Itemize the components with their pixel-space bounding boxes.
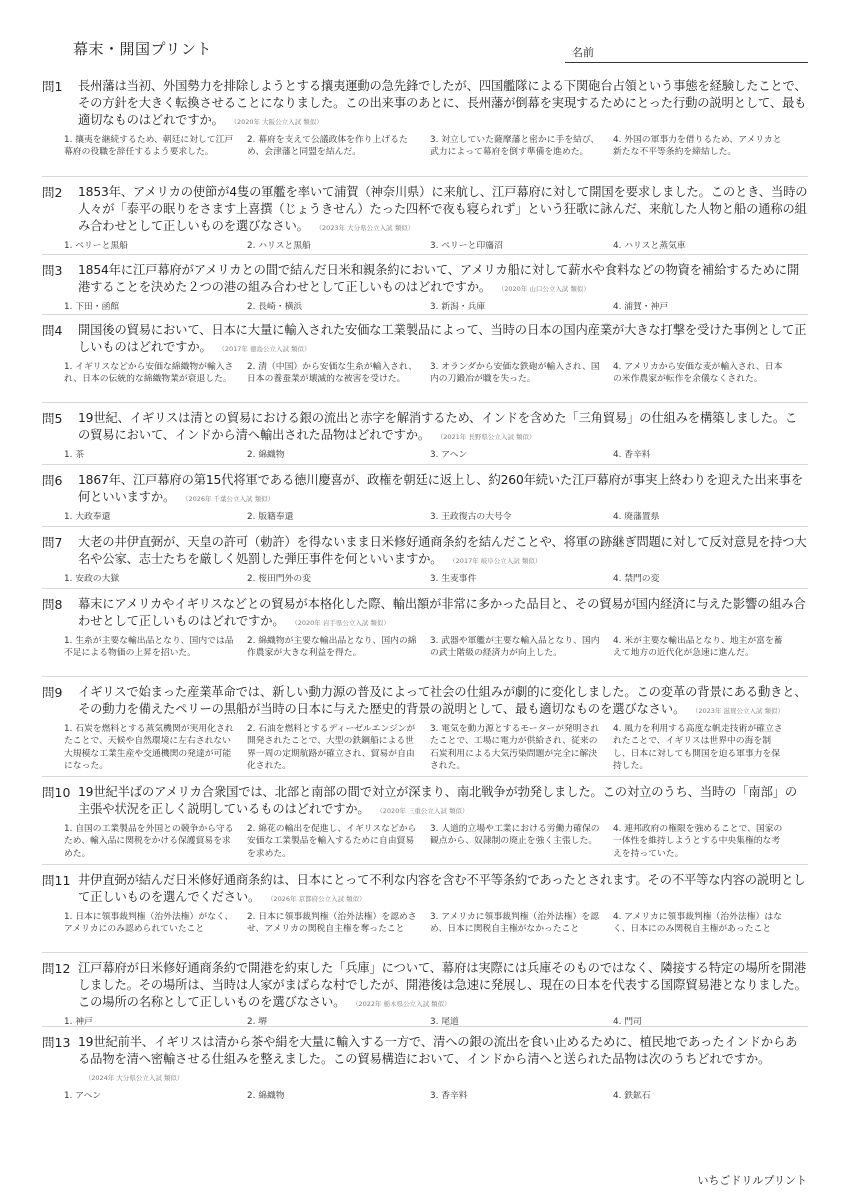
question-text: 19世紀前半、イギリスは清から茶や絹を大量に輸入する一方で、清への銀の流出を食い止めるために、植民地であったインドからある品物を清へ密輸させる仕組みを整えました。この貿易構造において、インドから清へと送られた品物は次のうちどれですか。: [78, 1035, 798, 1066]
question-divider: [42, 176, 808, 177]
question-source: （2023年 滋賀公立入試 類似）: [695, 707, 785, 715]
name-field-line: [565, 62, 808, 63]
answer-option[interactable]: 4. 連邦政府の権限を強めることで、国家の一体性を維持しようとする中央集権的な考えを持っていた。: [613, 824, 783, 859]
question-text-wrap: [78, 410, 808, 446]
answer-option[interactable]: 2. 綿織物: [247, 1091, 285, 1101]
question-text-wrap: [78, 534, 808, 570]
answer-option[interactable]: 4. 禁門の変: [613, 574, 660, 584]
answer-option[interactable]: 4. ハリスと蒸気車: [613, 241, 686, 251]
question-text: 1867年、江戸幕府の第15代将軍である徳川慶喜が、政権を朝廷に返上し、約260年続いた江戸幕府が事実上終わりを迎えた出来事を何といいますか。: [78, 473, 803, 504]
answer-option[interactable]: 3. 人道的立場や工業における労働力確保の観点から、奴隷制の廃止を強く主張した。: [430, 824, 600, 847]
question-row: [42, 184, 808, 237]
question-source: （2017年 岐阜公立入試 類似）: [452, 557, 542, 565]
question-number: 問7: [42, 535, 63, 550]
footer-brand: いちごドリルプリント: [697, 1174, 807, 1187]
question-block: [42, 1034, 808, 1102]
question-source: （2020年 山口公立入試 類似）: [501, 285, 590, 293]
question-source: （2021年 長野県公立入試 類似）: [440, 433, 536, 441]
question-number: 問12: [42, 961, 71, 976]
question-divider: [42, 402, 808, 403]
question-source: （2026年 京都府公立入試 類似）: [270, 895, 366, 903]
question-row: [42, 322, 808, 358]
question-text-wrap: [78, 872, 808, 908]
answer-options: [64, 449, 808, 461]
question-divider: [42, 1026, 808, 1027]
answer-option[interactable]: 3. 王政復古の大号令: [430, 512, 512, 522]
answer-option[interactable]: 1. 自国の工業製品を外国との競争から守るため、輸入品に関税をかける保護貿易を求めた。: [64, 824, 234, 859]
answer-option[interactable]: 4. アメリカから安価な麦が輸入され、日本の米作農家が転作を余儀なくされた。: [613, 362, 783, 385]
question-number: 問1: [42, 79, 63, 94]
answer-option[interactable]: 3. アメリカに領事裁判権（治外法権）を認め、日本に関税自主権がなかったこと: [430, 912, 599, 935]
question-source: （2022年 栃木県公立入試 類似）: [355, 1000, 451, 1008]
question-number: 問5: [42, 411, 63, 426]
answer-option[interactable]: 3. ペリーと印旛沼: [430, 241, 503, 251]
question-source: （2023年 大分県公立入試 類似）: [318, 224, 415, 232]
answer-option[interactable]: 3. オランダから安価な鉄砲が輸入され、国内の刀鍛冶が職を失った。: [430, 362, 600, 385]
answer-options: [64, 240, 808, 252]
question-block: [42, 684, 808, 772]
question-number: 問10: [42, 785, 71, 800]
question-row: [42, 78, 808, 131]
question-divider: [42, 254, 808, 255]
question-block: [42, 784, 808, 860]
question-block: [42, 472, 808, 523]
question-text: 19世紀、イギリスは清との貿易における銀の流出と赤字を解消するため、インドを含めた「三角貿易」の仕組みを構築しました。この貿易において、インドから清へ輸出された品物はどれですか。: [78, 411, 798, 442]
question-text: 開国後の貿易において、日本に大量に輸入された安価な工業製品によって、当時の日本の国内産業が大きな打撃を受けた事例として正しいものはどれですか。: [78, 323, 807, 354]
answer-option[interactable]: 1. 大政奉還: [64, 512, 111, 522]
question-text: 大老の井伊直弼が、天皇の許可（勅許）を得ないまま日米修好通商条約を結んだことや、将軍の跡継ぎ問題に対して反対意見を持つ大名や公家、志士たちを厳しく処罰した弾圧事件を何といいますか。: [78, 535, 807, 566]
answer-options: [64, 1090, 808, 1102]
answer-options: [64, 511, 808, 523]
answer-options: [64, 911, 808, 936]
question-text-wrap: [78, 472, 808, 508]
question-text-wrap: [78, 78, 808, 131]
answer-option[interactable]: 3. 生麦事件: [430, 574, 477, 584]
answer-option[interactable]: 4. 風力を利用する高度な帆走技術が確立されたことで、イギリスは世界中の海を制し、日本に対しても開国を迫る軍事力を保持した。: [613, 724, 783, 771]
answer-option[interactable]: 2. 清（中国）から安価な生糸が輸入され、日本の養蚕業が壊滅的な被害を受けた。: [247, 362, 418, 385]
question-text: 幕末にアメリカやイギリスなどとの貿易が本格化した際、輸出額が非常に多かった品目と、その貿易が国内経済に与えた影響の組み合わせとして正しいものはどれですか。: [78, 597, 806, 628]
answer-options: [64, 134, 808, 159]
question-text: イギリスで始まった産業革命では、新しい動力源の普及によって社会の仕組みが劇的に変化しました。この変革の背景にある動きと、その動力を備えたペリーの黒船が当時の日本に与えた歴史的背景の説明として、最も適切なものを選びなさい。: [78, 685, 807, 716]
answer-option[interactable]: 4. 鉄鉱石: [613, 1091, 651, 1101]
question-row: [42, 684, 808, 720]
question-number: 問11: [42, 873, 71, 888]
question-row: [42, 596, 808, 632]
answer-options: [64, 573, 808, 585]
question-block: [42, 184, 808, 252]
answer-option[interactable]: 2. ハリスと黒船: [247, 241, 311, 251]
question-divider: [42, 588, 808, 589]
answer-option[interactable]: 1. 安政の大獄: [64, 574, 120, 584]
question-number: 問6: [42, 473, 63, 488]
question-source: （2020年 大阪公立入試 類似）: [233, 118, 323, 126]
question-number: 問4: [42, 323, 63, 338]
answer-option[interactable]: 3. 香辛料: [430, 1091, 468, 1101]
question-number: 問8: [42, 597, 63, 612]
question-block: [42, 534, 808, 585]
question-block: [42, 960, 808, 1028]
answer-option[interactable]: 3. 対立していた薩摩藩と密かに手を結び、武力によって幕府を倒す準備を進めた。: [430, 135, 600, 158]
answer-option[interactable]: 1. 茶: [64, 450, 84, 460]
answer-option[interactable]: 1. アヘン: [64, 1091, 102, 1101]
question-row: [42, 410, 808, 446]
answer-option[interactable]: 1. ペリーと黒船: [64, 241, 128, 251]
question-divider: [42, 952, 808, 953]
question-text: 長州藩は当初、外国勢力を排除しようとする攘夷運動の急先鋒でしたが、四国艦隊による下関砲台占領という事態を経験したことで、その方針を大きく転換させることになりました。この出来事のあとに、長州藩が倒幕を実現するためにとった行動の説明として、最も適切なものはどれですか。: [78, 79, 807, 127]
question-number: 問2: [42, 185, 63, 200]
question-divider: [42, 864, 808, 865]
answer-option[interactable]: 1. 日本に領事裁判権（治外法権）がなく、アメリカにのみ認められていたこと: [64, 912, 234, 935]
answer-option[interactable]: 4. 米が主要な輸出品となり、地主が富を蓄えて地方の近代化が急速に進んだ。: [613, 636, 783, 659]
question-row: [42, 262, 808, 298]
question-text-wrap: [78, 1034, 808, 1087]
answer-option[interactable]: 4. 浦賀・神戸: [613, 302, 669, 312]
answer-option[interactable]: 1. イギリスなどから安価な綿織物が輸入され、日本の伝統的な綿織物業が衰退した。: [64, 362, 234, 385]
question-source: （2026年 千葉公立入試 類似）: [185, 495, 275, 503]
question-text-wrap: [78, 322, 808, 358]
answer-option[interactable]: 2. 石油を燃料とするディーゼルエンジンが開発されたことで、大型の鉄鋼船による世界一周の定期航路が確立され、貿易が自由化された。: [247, 724, 416, 771]
answer-option[interactable]: 4. 香辛料: [613, 450, 651, 460]
answer-option[interactable]: 1. 攘夷を継続するため、朝廷に対して江戸幕府の役職を辞任するよう要求した。: [64, 135, 234, 158]
question-text-wrap: [78, 596, 808, 632]
answer-options: [64, 723, 808, 772]
answer-option[interactable]: 2. 綿花の輸出を促進し、イギリスなどから安価な工業製品を輸入するために自由貿易を求めた。: [247, 824, 417, 859]
answer-options: [64, 361, 808, 386]
question-source: （2017年 徳島公立入試 類似）: [221, 345, 311, 353]
question-row: [42, 1034, 808, 1087]
answer-option[interactable]: 2. 桜田門外の変: [247, 574, 311, 584]
answer-option[interactable]: 1. 下田・函館: [64, 302, 120, 312]
question-block: [42, 872, 808, 936]
question-text: 1854年に江戸幕府がアメリカとの間で結んだ日米和親条約において、アメリカ船に対して薪水や食料などの物資を補給するために開港することを決めた２つの港の組み合わせとして正しいものはどれですか。: [78, 263, 800, 294]
question-row: [42, 534, 808, 570]
page-title: 幕末・開国プリント: [73, 40, 212, 58]
question-block: [42, 262, 808, 313]
answer-option[interactable]: 4. 外国の軍事力を借りるため、アメリカと新たな不平等条約を締結した。: [613, 135, 782, 158]
question-text-wrap: [78, 960, 808, 1013]
question-divider: [42, 776, 808, 777]
answer-option[interactable]: 3. 尾道: [430, 1017, 459, 1027]
answer-option[interactable]: 2. 長崎・横浜: [247, 302, 303, 312]
answer-option[interactable]: 4. アメリカに領事裁判権（治外法権）はなく、日本にのみ関税自主権があったこと: [613, 912, 782, 935]
question-row: [42, 472, 808, 508]
answer-option[interactable]: 1. 神戸: [64, 1017, 93, 1027]
answer-option[interactable]: 2. 綿織物が主要な輸出品となり、国内の綿作農家が大きな利益を得た。: [247, 636, 417, 659]
name-label: 名前: [572, 46, 594, 59]
answer-option[interactable]: 2. 日本に領事裁判権（治外法権）を認めさせ、アメリカの関税自主権を奪ったこと: [247, 912, 417, 935]
question-source: （2020年 三重公立入試 類似）: [379, 807, 469, 815]
question-number: 問13: [42, 1035, 71, 1050]
answer-options: [64, 823, 808, 860]
question-row: [42, 872, 808, 908]
answer-option[interactable]: 3. 電気を動力源とするモーターが発明されたことで、工場に電力が供給され、従来の石炭利用による大気汚染問題が完全に解決された。: [430, 724, 600, 771]
question-divider: [42, 464, 808, 465]
answer-option[interactable]: 2. 版籍奉還: [247, 512, 294, 522]
question-block: [42, 410, 808, 461]
question-number: 問9: [42, 685, 63, 700]
question-row: [42, 784, 808, 820]
question-text: 江戸幕府が日米修好通商条約で開港を約束した「兵庫」について、幕府は実際には兵庫そのものではなく、隣接する特定の場所を開港しました。その場所は、当時は人家がまばらな村でしたが、開港後は急速に発展し、現在の日本を代表する国際貿易港となりました。この場所の名称として正しいものを選びなさい。: [78, 961, 807, 1009]
question-text-wrap: [78, 784, 808, 820]
question-divider: [42, 676, 808, 677]
question-number: 問3: [42, 263, 63, 278]
answer-option[interactable]: 1. 石炭を燃料とする蒸気機関が実用化されたことで、天候や自然環境に左右されない大規模な工業生産や交通機関の発達が可能になった。: [64, 724, 234, 771]
question-block: [42, 322, 808, 386]
answer-option[interactable]: 2. 堺: [247, 1017, 267, 1027]
question-text: 井伊直弼が結んだ日米修好通商条約は、日本にとって不利な内容を含む不平等条約であったとされます。その不平等な内容の説明として正しいものを選んでください。: [78, 873, 806, 904]
question-text-wrap: [78, 262, 808, 298]
question-text-wrap: [78, 684, 808, 720]
answer-option[interactable]: 3. 武器や軍艦が主要な輸入品となり、国内の武士階級の経済力が向上した。: [430, 636, 600, 659]
question-block: [42, 78, 808, 159]
question-row: [42, 960, 808, 1013]
answer-options: [64, 635, 808, 660]
answer-option[interactable]: 4. 廃藩置県: [613, 512, 660, 522]
answer-options: [64, 301, 808, 313]
question-text: 1853年、アメリカの使節が4隻の軍艦を率いて浦賀（神奈川県）に来航し、江戸幕府に対して開国を要求しました。このとき、当時の人々が「泰平の眠りをさます上喜撰（じょうきせん）たった四杯で夜も寝られず」という狂歌に詠んだ、来航した人物と船の通称の組み合わせとして正しいものを選びなさい。: [78, 185, 808, 233]
answer-option[interactable]: 3. アヘン: [430, 450, 468, 460]
answer-option[interactable]: 2. 幕府を支えて公議政体を作り上げるため、会津藩と同盟を結んだ。: [247, 135, 408, 158]
question-divider: [42, 314, 808, 315]
answer-option[interactable]: 3. 新潟・兵庫: [430, 302, 486, 312]
question-block: [42, 596, 808, 660]
question-source: （2020年 岩手県公立入試 類似）: [294, 619, 390, 627]
answer-option[interactable]: 4. 門司: [613, 1017, 642, 1027]
question-source: （2024年 大分県公立入試 類似）: [88, 1074, 184, 1082]
answer-option[interactable]: 1. 生糸が主要な輸出品となり、国内では品不足による物価の上昇を招いた。: [64, 636, 234, 659]
answer-option[interactable]: 2. 綿織物: [247, 450, 285, 460]
question-text: 19世紀半ばのアメリカ合衆国では、北部と南部の間で対立が深まり、南北戦争が勃発しました。この対立のうち、当時の「南部」の主張や状況を正しく説明しているものはどれですか。: [78, 785, 798, 816]
question-text-wrap: [78, 184, 808, 237]
question-divider: [42, 526, 808, 527]
